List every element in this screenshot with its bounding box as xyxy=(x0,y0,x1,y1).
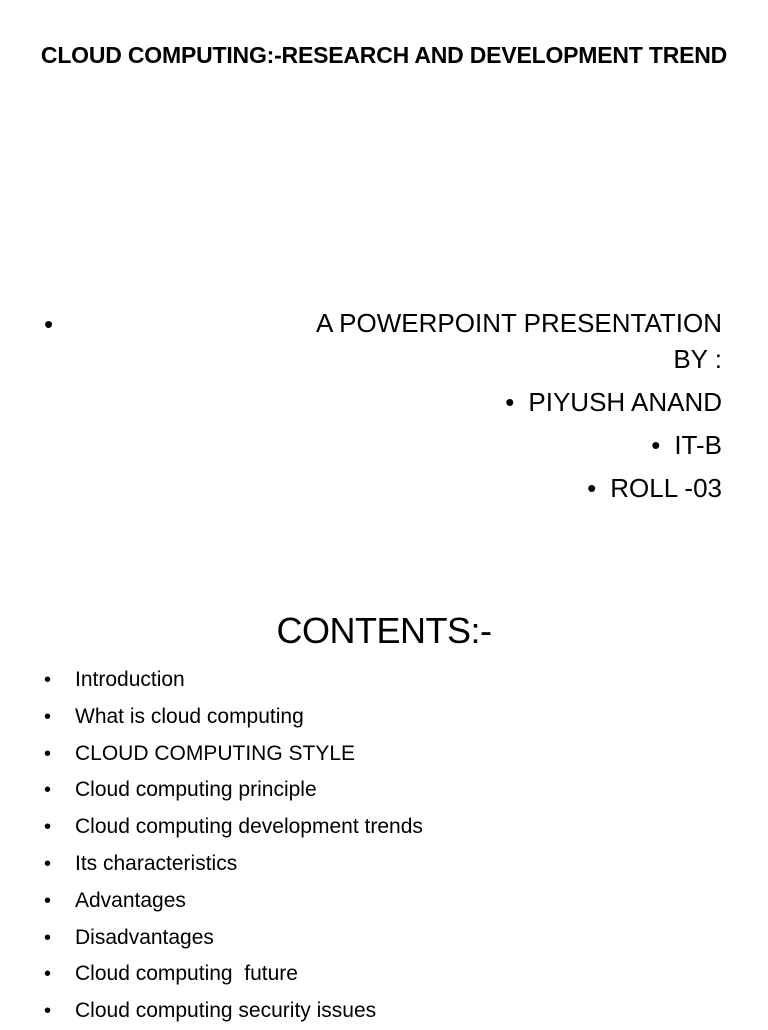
list-item-label: What is cloud computing xyxy=(75,704,304,728)
bullet-icon: • xyxy=(44,669,52,691)
list-item xyxy=(40,846,740,883)
list-item xyxy=(40,920,740,957)
author-name: PIYUSH ANAND xyxy=(528,387,722,417)
author-roll: ROLL -03 xyxy=(610,473,722,503)
list-item xyxy=(40,883,740,920)
contents-slide xyxy=(0,590,768,1024)
list-item xyxy=(40,993,740,1030)
list-item-label: Cloud computing future xyxy=(75,962,298,986)
bullet-icon: • xyxy=(44,742,52,765)
empty-bullet-icon: • xyxy=(44,309,54,339)
subtitle-line-by: BY : xyxy=(673,344,722,374)
author-class: IT-B xyxy=(674,430,722,460)
author-item xyxy=(40,427,722,463)
bullet-icon: • xyxy=(587,473,597,503)
list-item-label: Cloud computing principle xyxy=(75,778,317,802)
list-item-label: Advantages xyxy=(75,888,186,912)
list-item-label: Cloud computing development trends xyxy=(75,815,423,839)
list-item-label: Its characteristics xyxy=(75,851,238,875)
subtitle-line-presentation: A POWERPOINT PRESENTATION xyxy=(316,308,722,338)
contents-title: CONTENTS:- xyxy=(276,610,492,651)
bullet-icon: • xyxy=(44,779,52,802)
list-item xyxy=(40,662,740,699)
list-item-label: Disadvantages xyxy=(75,925,214,949)
contents-list xyxy=(40,662,740,1030)
list-item xyxy=(40,699,740,736)
bullet-icon: • xyxy=(44,1000,52,1023)
bullet-icon: • xyxy=(44,816,52,839)
bullet-icon: • xyxy=(651,430,661,460)
list-item xyxy=(40,772,740,809)
bullet-icon: • xyxy=(44,852,52,875)
bullet-icon: • xyxy=(44,889,52,912)
bullet-icon: • xyxy=(505,387,515,417)
bullet-icon: • xyxy=(44,705,52,728)
list-item xyxy=(40,809,740,846)
list-item-label: Cloud computing security issues xyxy=(75,999,377,1023)
presentation-title: CLOUD COMPUTING:-RESEARCH AND DEVELOPMENT TREND xyxy=(40,42,728,68)
author-item xyxy=(40,470,722,506)
subtitle-block xyxy=(40,305,722,506)
author-item xyxy=(40,384,722,420)
list-item-label: CLOUD COMPUTING STYLE xyxy=(75,741,356,765)
list-item-label: Introduction xyxy=(75,668,185,691)
list-item xyxy=(40,956,740,993)
bullet-icon: • xyxy=(44,926,52,949)
list-item xyxy=(40,736,740,773)
bullet-icon: • xyxy=(44,963,52,986)
